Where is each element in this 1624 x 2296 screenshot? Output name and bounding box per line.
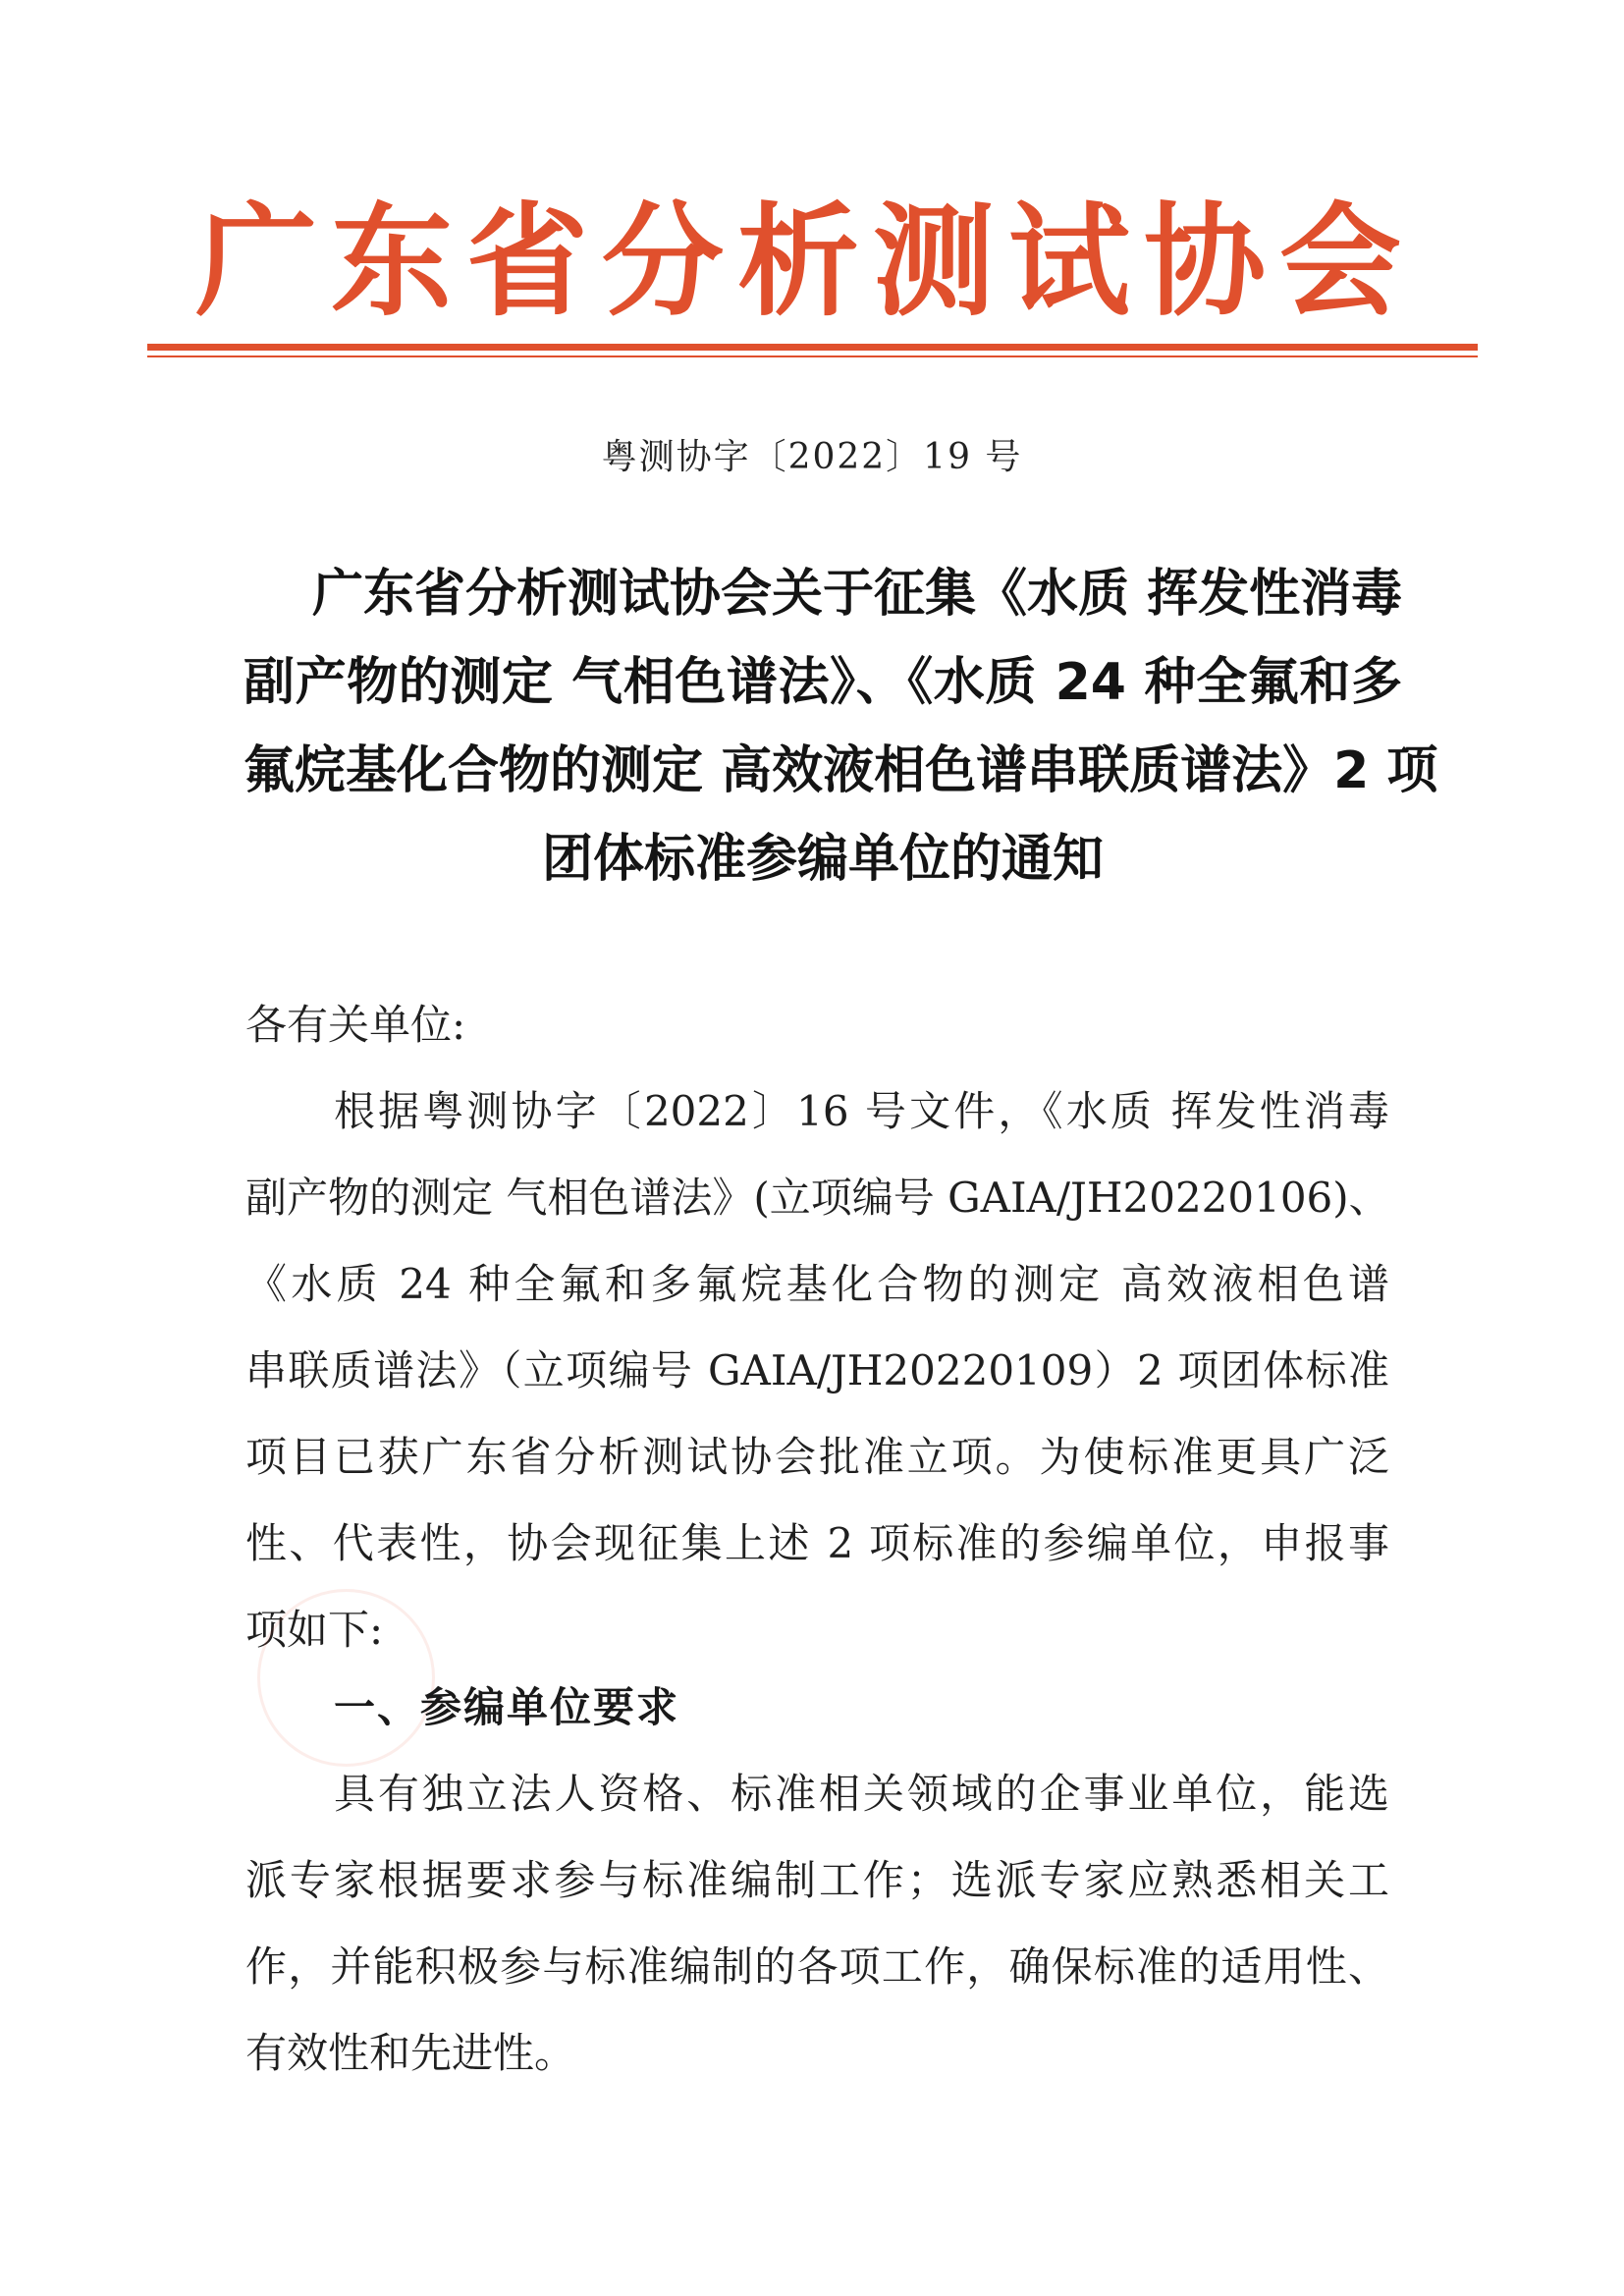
title-line: 氟烷基化合物的测定 高效液相色谱串联质谱法》2 项 — [244, 741, 1438, 800]
paragraph-line: 项目已获广东省分析测试协会批准立项。为使标准更具广泛 — [245, 1433, 1389, 1481]
title-line: 团体标准参编单位的通知 — [541, 830, 1104, 889]
title-line: 广东省分析测试协会关于征集《水质 挥发性消毒 — [312, 565, 1403, 624]
title-line: 副产物的测定 气相色谱法》、《水质 24 种全氟和多 — [244, 653, 1402, 712]
paragraph-background — [245, 1068, 1389, 1673]
section-heading: 一、参编单位要求 — [334, 1683, 680, 1731]
paragraph-line: 《水质 24 种全氟和多氟烷基化合物的测定 高效液相色谱 — [245, 1260, 1389, 1308]
notice-title — [244, 550, 1438, 903]
masthead-rule-thick — [147, 344, 1478, 351]
document-number: 粤测协字〔2022〕19 号 — [601, 437, 1023, 477]
paragraph-line: 根据粤测协字〔2022〕16 号文件，《水质 挥发性消毒 — [334, 1087, 1389, 1135]
paragraph-requirements — [245, 1751, 1389, 2097]
paragraph-line: 性、代表性，协会现征集上述 2 项标准的参编单位，申报事 — [245, 1519, 1389, 1567]
paragraph-line: 具有独立法人资格、标准相关领域的企事业单位，能选 — [334, 1770, 1389, 1818]
paragraph-line: 项如下: — [245, 1606, 384, 1654]
masthead-rule-thin — [147, 355, 1478, 357]
salutation: 各有关单位: — [245, 1001, 466, 1049]
paragraph-line: 作，并能积极参与标准编制的各项工作，确保标准的适用性、 — [245, 1942, 1389, 1991]
organization-masthead: 广东省分析测试协会 — [194, 191, 1415, 333]
paragraph-line: 串联质谱法》（立项编号 GAIA/JH20220109）2 项团体标准 — [245, 1346, 1389, 1394]
paragraph-line: 副产物的测定 气相色谱法》(立项编号 GAIA/JH20220106)、 — [245, 1174, 1390, 1222]
paragraph-line: 派专家根据要求参与标准编制工作；选派专家应熟悉相关工 — [245, 1856, 1389, 1904]
paragraph-line: 有效性和先进性。 — [245, 2029, 576, 2077]
